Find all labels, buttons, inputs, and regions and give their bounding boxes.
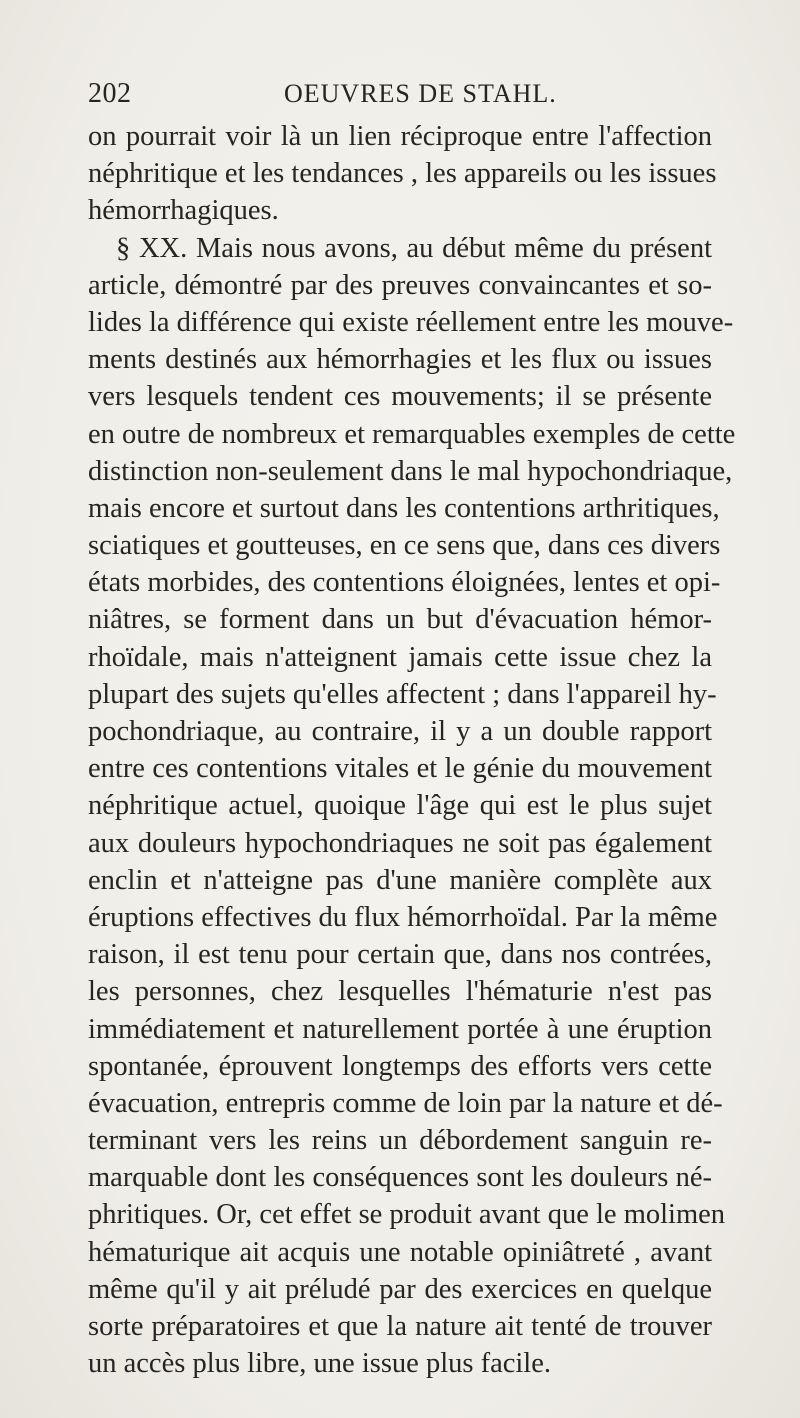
text-line: spontanée, éprouvent longtemps des efforts vers cette xyxy=(88,1050,712,1082)
text-line: évacuation, entrepris comme de loin par la nature et dé- xyxy=(88,1087,723,1119)
text-line: hémorrhagiques. xyxy=(88,195,279,227)
text-line: distinction non-seulement dans le mal hypochondriaque, xyxy=(88,455,733,487)
text-line: même qu'il y ait préludé par des exercices en quelque xyxy=(88,1273,712,1305)
body-text xyxy=(88,118,736,1382)
text-line: marquable dont les conséquences sont les douleurs né- xyxy=(88,1162,712,1194)
text-line: vers lesquels tendent ces mouvements; il se présente xyxy=(88,381,712,413)
text-line: états morbides, des contentions éloignées, lentes et opi- xyxy=(88,567,721,599)
text-line: lides la différence qui existe réellement entre les mouve- xyxy=(88,306,734,338)
text-line: mais encore et surtout dans les contentions arthritiques, xyxy=(88,492,720,524)
text-line: phritiques. Or, cet effet se produit avant que le molimen xyxy=(88,1199,726,1231)
text-line: ments destinés aux hémorrhagies et les flux ou issues xyxy=(88,344,712,376)
page-header xyxy=(88,74,712,114)
text-line: immédiatement et naturellement portée à une éruption xyxy=(88,1013,712,1045)
text-line: terminant vers les reins un débordement sanguin re- xyxy=(88,1125,712,1157)
text-line: niâtres, se forment dans un but d'évacuation hémor- xyxy=(88,604,712,636)
text-line: sciatiques et goutteuses, en ce sens que, dans ces divers xyxy=(88,530,721,562)
text-line: rhoïdale, mais n'atteignent jamais cette issue chez la xyxy=(88,641,712,673)
text-line: néphritique actuel, quoique l'âge qui est le plus sujet xyxy=(88,790,712,822)
text-line: néphritique et les tendances , les appareils ou les issues xyxy=(88,158,717,190)
text-line: on pourrait voir là un lien réciproque entre l'affection xyxy=(88,121,712,152)
text-line: article, démontré par des preuves convaincantes et so- xyxy=(88,269,712,301)
running-title: OEUVRES DE STAHL. xyxy=(284,79,557,108)
page-number: 202 xyxy=(88,78,132,109)
text-line: sorte préparatoires et que la nature ait tenté de trouver xyxy=(88,1311,712,1342)
section-heading-line: § XX. Mais nous avons, au début même du présent xyxy=(116,232,712,264)
text-line: éruptions effectives du flux hémorrhoïdal. Par la même xyxy=(88,901,718,933)
text-line: hématurique ait acquis une notable opiniâtreté , avant xyxy=(88,1236,712,1268)
text-line: entre ces contentions vitales et le génie du mouvement xyxy=(88,753,712,785)
text-line: raison, il est tenu pour certain que, dans nos contrées, xyxy=(88,939,712,971)
text-line: en outre de nombreux et remarquables exemples de cette xyxy=(88,418,736,450)
text-line: aux douleurs hypochondriaques ne soit pas également xyxy=(88,827,712,859)
text-line: pochondriaque, au contraire, il y a un double rapport xyxy=(88,716,712,747)
text-line: enclin et n'atteigne pas d'une manière complète aux xyxy=(88,864,712,896)
text-line: les personnes, chez lesquelles l'hématurie n'est pas xyxy=(88,976,712,1008)
text-line: un accès plus libre, une issue plus facile. xyxy=(88,1348,551,1380)
text-line: plupart des sujets qu'elles affectent ; dans l'appareil hy- xyxy=(88,678,717,710)
